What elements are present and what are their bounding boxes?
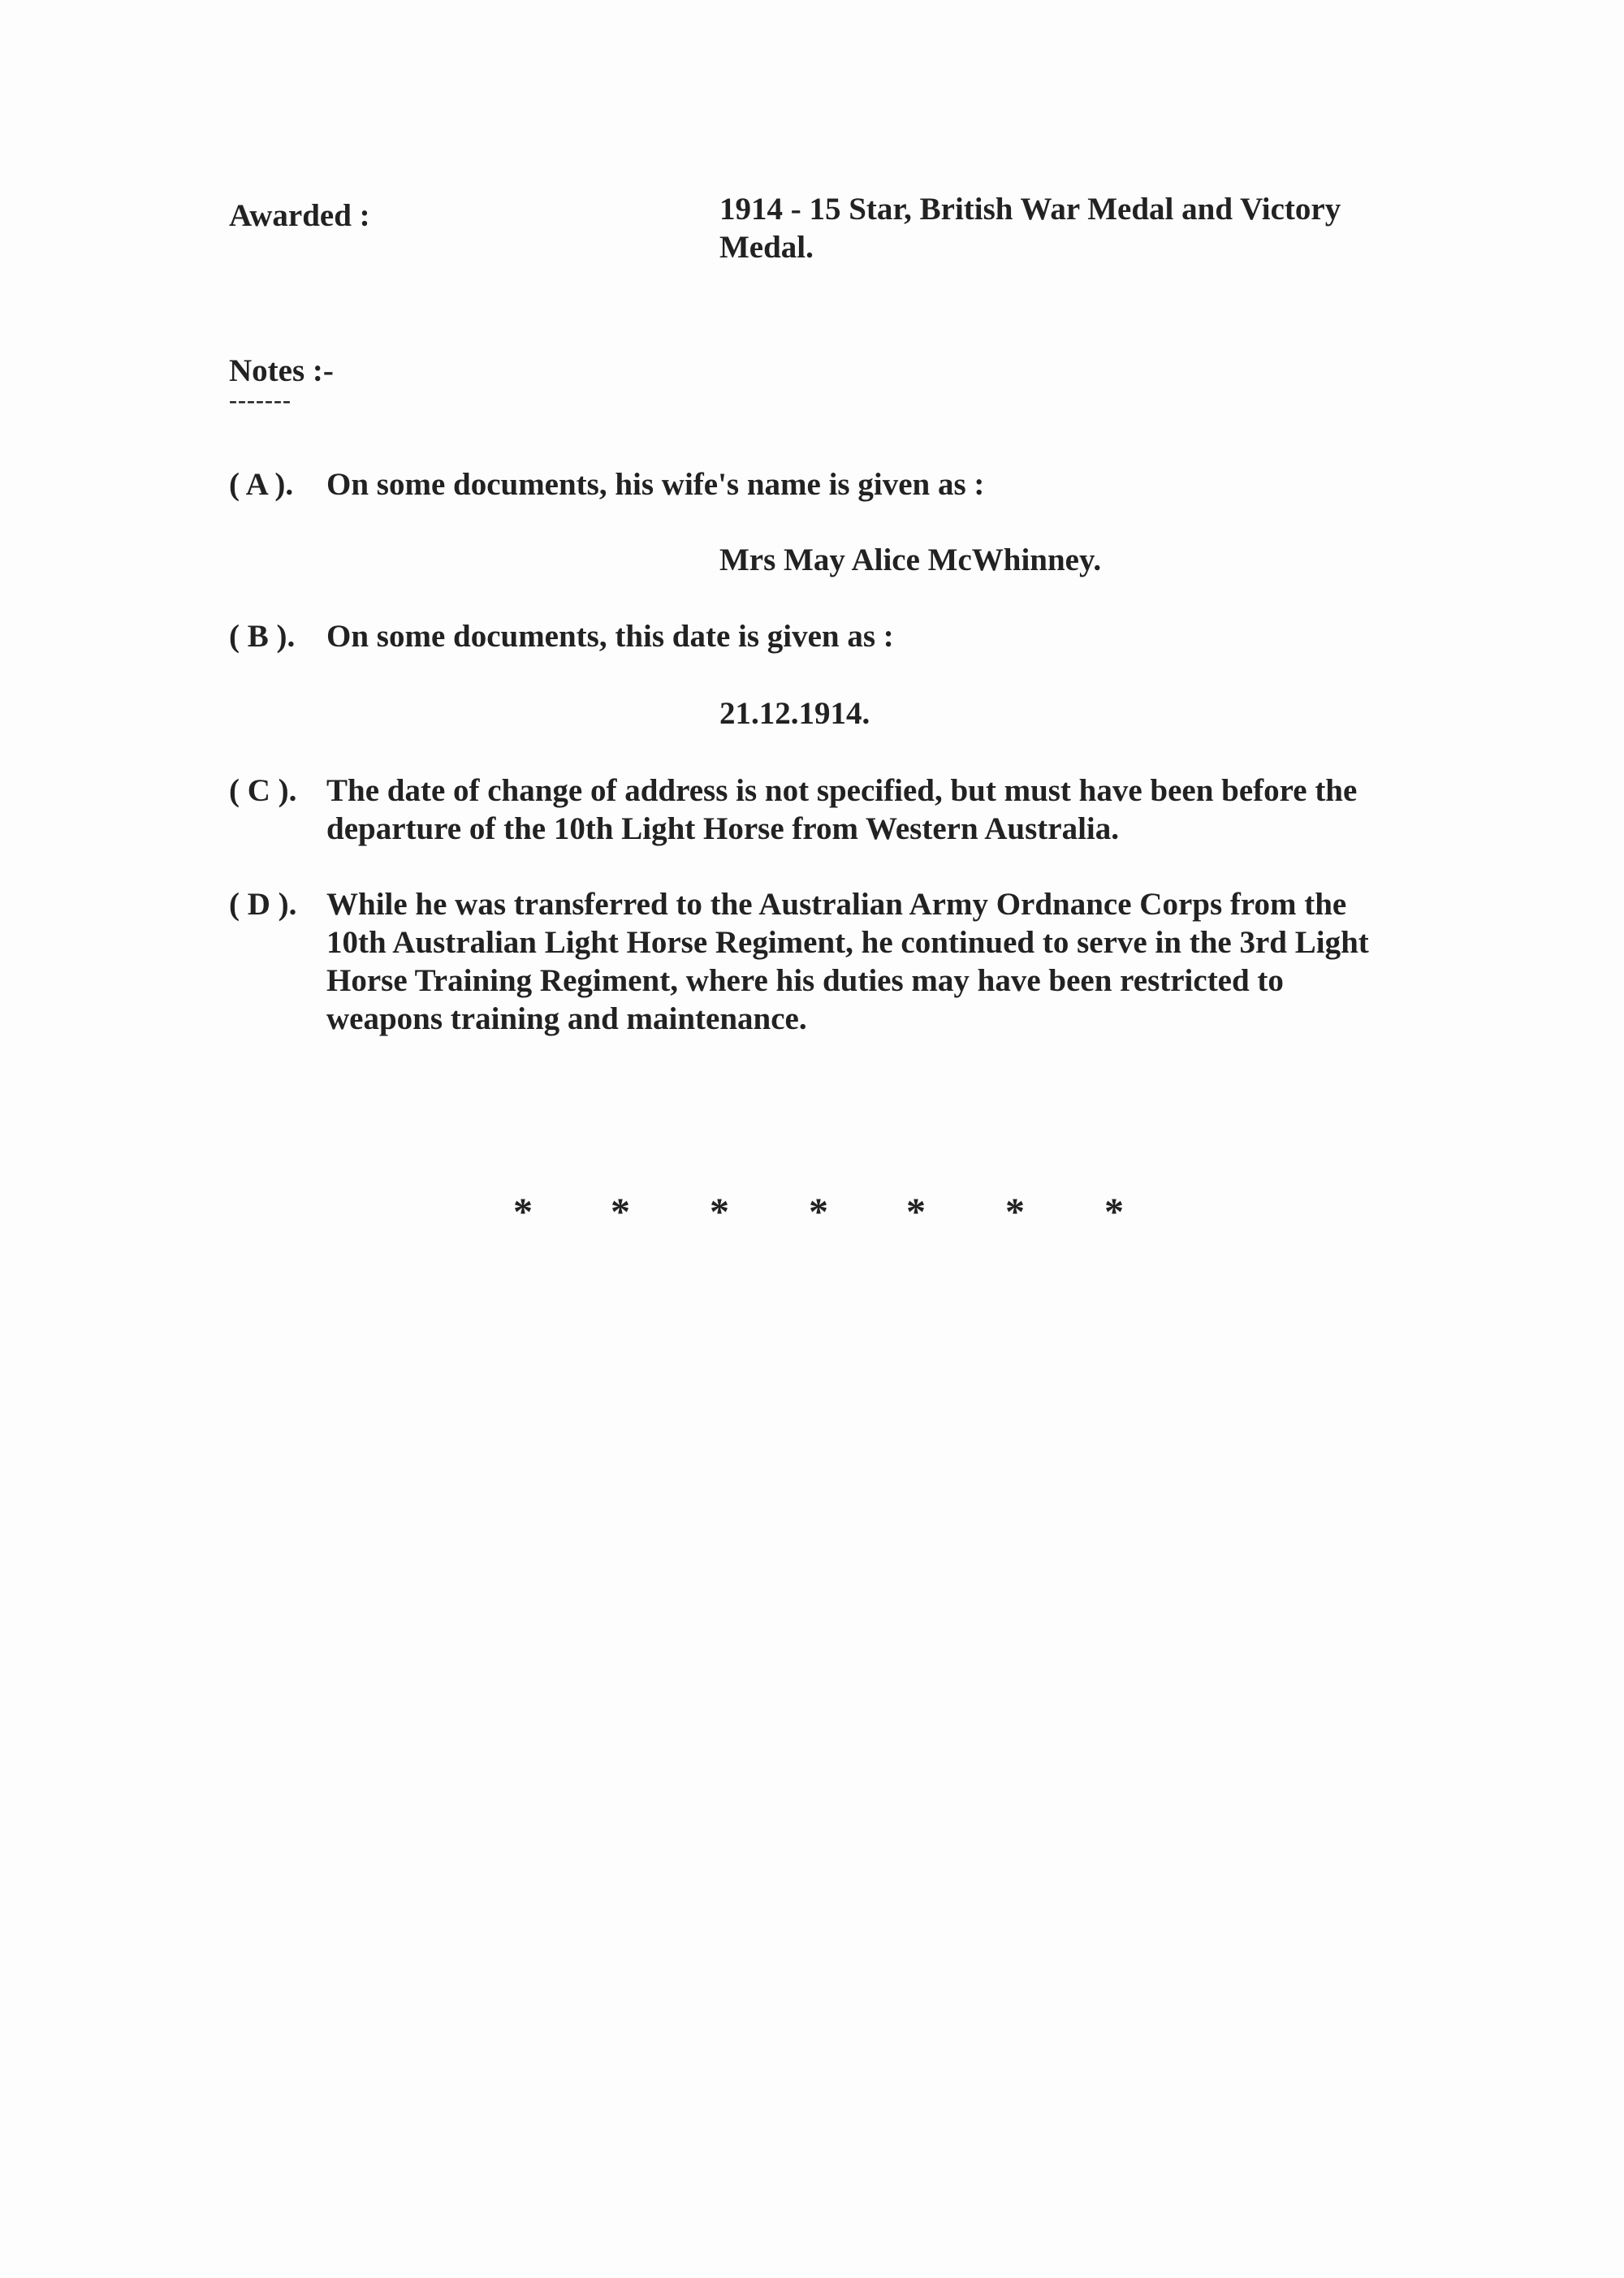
note-a-marker: ( A ).	[229, 467, 294, 502]
notes-heading: Notes :-	[229, 353, 334, 388]
awarded-value: 1914 - 15 Star, British War Medal and Victory Medal.	[719, 192, 1341, 265]
separator-star: *	[1005, 1191, 1025, 1234]
separator-stars	[513, 1192, 1130, 1233]
separator-star: *	[710, 1191, 729, 1234]
separator-star: *	[513, 1191, 533, 1234]
note-a-text: On some documents, his wife's name is given as :	[326, 467, 985, 502]
note-b-detail: 21.12.1914.	[719, 696, 870, 731]
awarded-label: Awarded :	[229, 198, 370, 233]
note-c-text: The date of change of address is not specified, but must have been before the departure of the 10th Light Horse from Western Australia.	[326, 773, 1358, 846]
note-c-marker: ( C ).	[229, 773, 297, 808]
separator-star: *	[1104, 1191, 1124, 1234]
notes-heading-underline: -------	[229, 387, 292, 413]
note-d-text: While he was transferred to the Australian Army Ordnance Corps from the 10th Australian Light Horse Regiment, he continued to serve in the 3rd Light Horse Training Regiment, where his duties may have been restricted to weapons training and maintenance.	[326, 887, 1369, 1036]
note-b-marker: ( B ).	[229, 619, 296, 654]
note-d-marker: ( D ).	[229, 887, 297, 922]
note-a-detail: Mrs May Alice McWhinney.	[719, 542, 1102, 577]
separator-star: *	[809, 1191, 828, 1234]
separator-star: *	[611, 1191, 630, 1234]
note-b-text: On some documents, this date is given as :	[326, 619, 894, 654]
separator-star: *	[906, 1191, 926, 1234]
